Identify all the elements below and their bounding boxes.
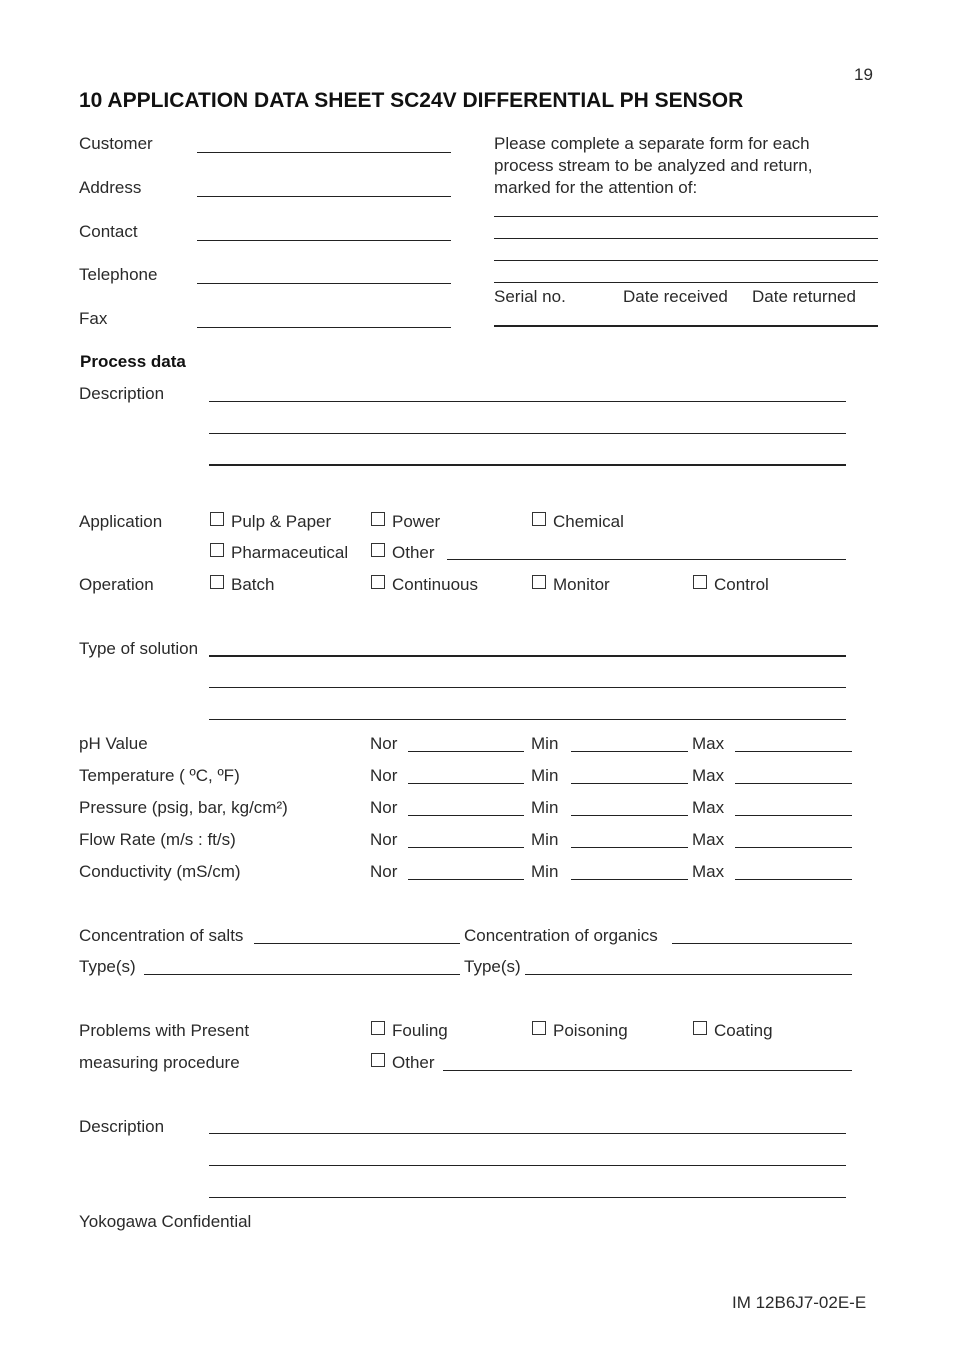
problems-other-label: Other — [392, 1053, 435, 1072]
min-field[interactable] — [571, 751, 688, 752]
organics-field[interactable] — [672, 943, 852, 944]
problems-label: Problems with Present — [79, 1021, 250, 1040]
coating-checkbox[interactable] — [693, 1021, 707, 1035]
nor-label: Nor — [370, 862, 398, 881]
date-returned-label: Date returned — [752, 287, 856, 306]
problems-label: measuring procedure — [79, 1053, 240, 1072]
max-field[interactable] — [735, 815, 852, 816]
chemical-checkbox[interactable] — [532, 512, 546, 526]
problem-description-line[interactable] — [209, 1165, 846, 1166]
measurement-label: Temperature ( ºC, ºF) — [79, 766, 240, 785]
measurement-label: Flow Rate (m/s : ft/s) — [79, 830, 236, 849]
telephone-label: Telephone — [79, 265, 158, 284]
max-label: Max — [692, 766, 725, 785]
salts-label: Concentration of salts — [79, 926, 244, 945]
salt-types-label: Type(s) — [79, 957, 136, 976]
contact-label: Contact — [79, 222, 138, 241]
nor-label: Nor — [370, 766, 398, 785]
confidential-note: Yokogawa Confidential — [79, 1212, 252, 1231]
description-line[interactable] — [209, 433, 846, 434]
power-checkbox[interactable] — [371, 512, 385, 526]
application-other-field[interactable] — [447, 559, 846, 560]
problem-description-line[interactable] — [209, 1133, 846, 1134]
monitor-checkbox[interactable] — [532, 575, 546, 589]
solution-label: Type of solution — [79, 639, 199, 658]
date-received-label: Date received — [623, 287, 728, 306]
application-other-label: Other — [392, 543, 435, 562]
address-label: Address — [79, 178, 142, 197]
coating-label: Coating — [714, 1021, 773, 1040]
address-field[interactable] — [197, 196, 451, 197]
nor-label: Nor — [370, 734, 398, 753]
min-label: Min — [531, 862, 559, 881]
organics-label: Concentration of organics — [464, 926, 658, 945]
instructions-line: Please complete a separate form for each — [494, 134, 810, 153]
nor-field[interactable] — [408, 751, 524, 752]
batch-label: Batch — [231, 575, 275, 594]
attention-line[interactable] — [494, 260, 878, 261]
measurement-label: Pressure (psig, bar, kg/cm²) — [79, 798, 288, 817]
continuous-checkbox[interactable] — [371, 575, 385, 589]
page-title: 10 APPLICATION DATA SHEET SC24V DIFFERENTIAL PH SENSOR — [79, 89, 744, 112]
measurement-label: pH Value — [79, 734, 148, 753]
fouling-label: Fouling — [392, 1021, 448, 1040]
application-other-checkbox[interactable] — [371, 543, 385, 557]
attention-line[interactable] — [494, 238, 878, 239]
min-label: Min — [531, 734, 559, 753]
measurement-label: Conductivity (mS/cm) — [79, 862, 241, 881]
organic-types-field[interactable] — [525, 974, 852, 975]
process-data-heading: Process data — [80, 352, 186, 371]
solution-line[interactable] — [209, 719, 846, 720]
problems-other-field[interactable] — [443, 1070, 852, 1071]
problems-other-checkbox[interactable] — [371, 1053, 385, 1067]
control-label: Control — [714, 575, 769, 594]
pulp-paper-label: Pulp & Paper — [231, 512, 332, 531]
document-id: IM 12B6J7-02E-E — [732, 1293, 867, 1312]
max-label: Max — [692, 798, 725, 817]
salt-types-field[interactable] — [144, 974, 460, 975]
telephone-field[interactable] — [197, 283, 451, 284]
max-field[interactable] — [735, 847, 852, 848]
solution-line[interactable] — [209, 655, 846, 657]
organic-types-label: Type(s) — [464, 957, 521, 976]
pharmaceutical-label: Pharmaceutical — [231, 543, 349, 562]
nor-field[interactable] — [408, 815, 524, 816]
customer-field[interactable] — [197, 152, 451, 153]
min-field[interactable] — [571, 879, 688, 880]
power-label: Power — [392, 512, 441, 531]
poisoning-label: Poisoning — [553, 1021, 628, 1040]
chemical-label: Chemical — [553, 512, 624, 531]
fax-field[interactable] — [197, 327, 451, 328]
nor-field[interactable] — [408, 783, 524, 784]
max-field[interactable] — [735, 879, 852, 880]
monitor-label: Monitor — [553, 575, 610, 594]
problem-description-line[interactable] — [209, 1197, 846, 1198]
serial-no-label: Serial no. — [494, 287, 566, 306]
solution-line[interactable] — [209, 687, 846, 688]
operation-label: Operation — [79, 575, 154, 594]
instructions-line: process stream to be analyzed and return, — [494, 156, 813, 175]
min-field[interactable] — [571, 783, 688, 784]
min-label: Min — [531, 830, 559, 849]
description-label: Description — [79, 384, 165, 403]
max-label: Max — [692, 862, 725, 881]
attention-line[interactable] — [494, 216, 878, 217]
fax-label: Fax — [79, 309, 108, 328]
instructions-line: marked for the attention of: — [494, 178, 698, 197]
nor-field[interactable] — [408, 847, 524, 848]
description-line[interactable] — [209, 464, 846, 466]
min-field[interactable] — [571, 815, 688, 816]
nor-label: Nor — [370, 798, 398, 817]
control-checkbox[interactable] — [693, 575, 707, 589]
max-field[interactable] — [735, 751, 852, 752]
attention-line[interactable] — [494, 282, 878, 283]
description-line[interactable] — [209, 401, 846, 402]
contact-field[interactable] — [197, 240, 451, 241]
problem-description-label: Description — [79, 1117, 165, 1136]
nor-field[interactable] — [408, 879, 524, 880]
max-label: Max — [692, 830, 725, 849]
max-label: Max — [692, 734, 725, 753]
pulp-paper-checkbox[interactable] — [210, 512, 224, 526]
continuous-label: Continuous — [392, 575, 479, 594]
nor-label: Nor — [370, 830, 398, 849]
fouling-checkbox[interactable] — [371, 1021, 385, 1035]
batch-checkbox[interactable] — [210, 575, 224, 589]
min-label: Min — [531, 766, 559, 785]
salts-field[interactable] — [254, 943, 460, 944]
min-field[interactable] — [571, 847, 688, 848]
customer-label: Customer — [79, 134, 153, 153]
application-label: Application — [79, 512, 163, 531]
pharmaceutical-checkbox[interactable] — [210, 543, 224, 557]
min-label: Min — [531, 798, 559, 817]
poisoning-checkbox[interactable] — [532, 1021, 546, 1035]
office-use-line — [494, 325, 878, 327]
max-field[interactable] — [735, 783, 852, 784]
page-number: 19 — [854, 65, 873, 84]
